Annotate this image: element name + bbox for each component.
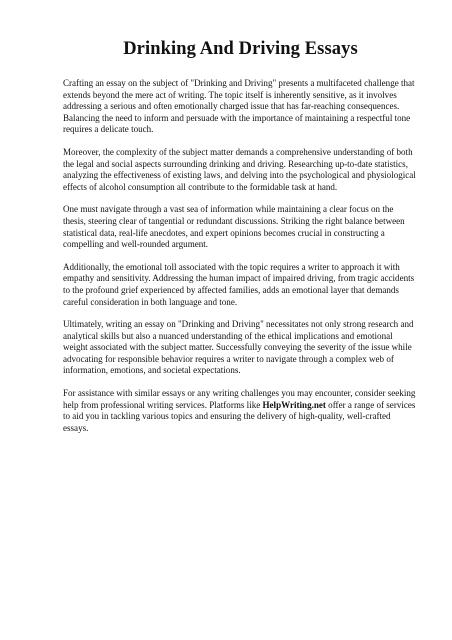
paragraph-2: Moreover, the complexity of the subject matter demands a comprehensive understanding of both the legal and social aspects surrounding drinking and driving. Researching up-to-date statistics, analyzing the effectiveness of existing laws, and delving into the psychological and physiological effects of alcohol consumption all contribute to the formidable task at hand. [63,146,416,192]
paragraph-closing [63,388,418,434]
page-title: Drinking And Driving Essays [123,39,358,59]
paragraph-1: Crafting an essay on the subject of "Drinking and Driving" presents a multifaceted challenge that extends beyond the mere act of writing. The topic itself is inherently sensitive, as it involves addressing a serious and often emotionally charged issue that has far-reaching consequences. Balancing the need to inform and persuade with the importance of maintaining a respectful tone requires a delicate touch. [63,78,415,135]
closing-text-before: For assistance with similar essays or any writing challenges you may encounter, consider seeking help from professional writing services. Platforms like [63,388,416,410]
paragraph-4: Additionally, the emotional toll associated with the topic requires a writer to approach it with empathy and sensitivity. Addressing the human impact of impaired driving, from tragic accidents to the profound grief experienced by affected families, adds an emotional layer that demands careful consideration in both language and tone. [63,261,415,307]
helpwriting-link[interactable]: HelpWriting.net [262,399,326,410]
paragraph-5: Ultimately, writing an essay on "Drinking and Driving" necessitates not only strong research and analytical skills but also a nuanced understanding of the ethical implications and emotional weight associated with the subject matter. Successfully conveying the severity of the issue while advocating for responsible behavior requires a writer to navigate through a complex web of information, emotions, and societal expectations. [63,319,414,376]
paragraph-3: One must navigate through a vast sea of information while maintaining a clear focus on the thesis, steering clear of tangential or redundant discussions. Striking the right balance between statistical data, real-life anecdotes, and expert opinions becomes crucial in constructing a compelling and well-rounded argument. [63,204,405,250]
closing-text-after: offer a range of services to aid you in tackling various topics and ensuring the delivery of high-quality, well-crafted essays. [63,399,416,433]
